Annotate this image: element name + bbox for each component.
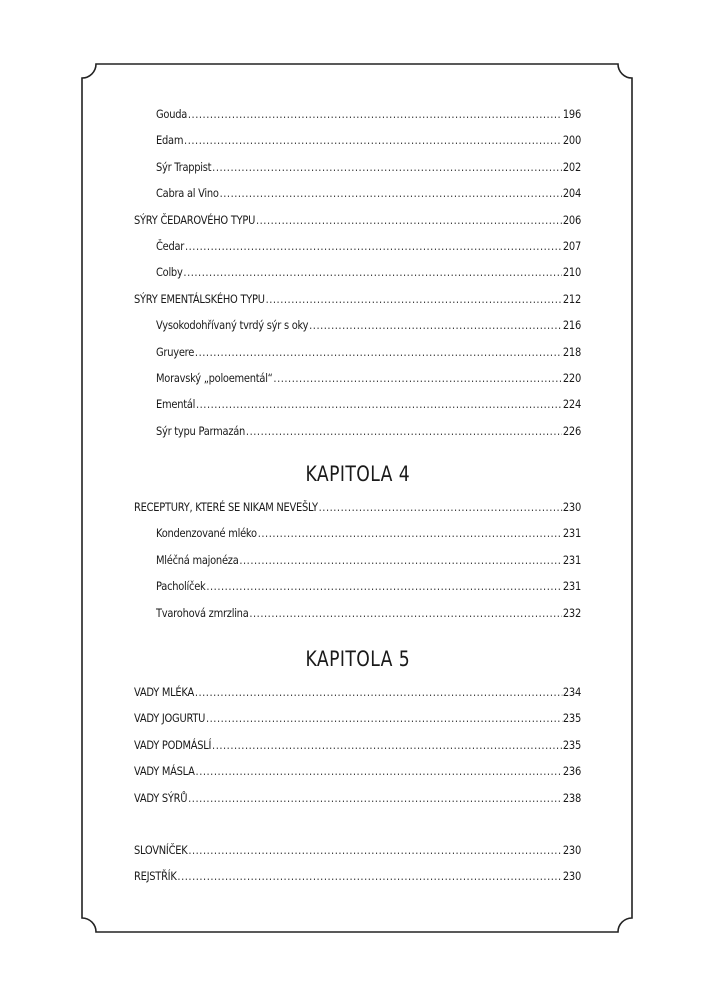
toc-entry-label: SÝRY ČEDAROVÉHO TYPU <box>134 212 256 227</box>
toc-leader-dots <box>184 133 562 147</box>
toc-page-number: 218 <box>562 344 581 359</box>
toc-entry[interactable] <box>156 265 581 283</box>
toc-page-number: 235 <box>562 737 581 752</box>
toc-entry-label: Gouda <box>156 107 188 121</box>
toc-page-number: 235 <box>562 711 581 726</box>
chapter-heading-text: KAPITOLA 4 <box>305 462 410 486</box>
toc-entry-label: Pacholíček <box>156 579 206 594</box>
toc-entry-label: REJSTŘÍK <box>134 869 177 884</box>
toc-entry-label: Cabra al Vino <box>156 186 219 201</box>
toc-leader-dots <box>188 843 562 857</box>
toc-entry[interactable] <box>156 133 581 151</box>
toc-page-number: 224 <box>562 397 581 412</box>
toc-page-number: 230 <box>562 869 581 884</box>
toc-entry-label: Gruyere <box>156 344 195 359</box>
toc-entry[interactable] <box>134 711 581 729</box>
toc-page-number: 238 <box>562 790 581 805</box>
toc-page-number: 226 <box>562 423 581 438</box>
chapter-heading-text: KAPITOLA 5 <box>305 647 410 671</box>
toc-entry-label: Edam <box>156 133 184 148</box>
toc-entry-label: VADY MLÉKA <box>134 685 194 699</box>
toc-entry-label: Čedar <box>156 239 185 253</box>
toc-leader-dots <box>256 213 562 227</box>
toc-leader-dots <box>319 500 562 514</box>
chapter-heading <box>0 647 715 671</box>
toc-entry-label: Ementál <box>156 397 196 412</box>
toc-leader-dots <box>196 397 562 411</box>
toc-leader-dots <box>188 107 562 121</box>
toc-page-number: 196 <box>562 107 581 121</box>
toc-page-number: 200 <box>562 133 581 148</box>
toc-entry-label: VADY PODMÁSLÍ <box>134 737 212 752</box>
toc-entry[interactable] <box>156 107 581 125</box>
toc-entry[interactable] <box>156 397 581 415</box>
toc-page-number: 202 <box>562 159 581 174</box>
toc-entry[interactable] <box>156 579 581 597</box>
toc-entry-label: SLOVNÍČEK <box>134 843 188 857</box>
toc-page-number: 212 <box>562 291 581 306</box>
toc-entry-label: Mléčná majonéza <box>156 552 239 567</box>
toc-leader-dots <box>309 318 562 332</box>
toc-leader-dots <box>185 239 562 253</box>
toc-page-number: 236 <box>562 764 581 779</box>
toc-leader-dots <box>196 764 562 778</box>
toc-entry-label: Kondenzované mléko <box>156 526 257 541</box>
toc-entry-label: VADY MÁSLA <box>134 764 195 779</box>
toc-leader-dots <box>195 345 562 359</box>
toc-entry[interactable] <box>134 213 581 231</box>
toc-entry-label: VADY SÝRŮ <box>134 790 188 805</box>
toc-leader-dots <box>206 711 562 725</box>
toc-page-number: 207 <box>562 239 581 253</box>
toc-entry[interactable] <box>156 318 581 336</box>
toc-entry[interactable] <box>156 371 581 389</box>
toc-leader-dots <box>212 738 562 752</box>
toc-page-number: 230 <box>562 843 581 857</box>
toc-page-number: 231 <box>562 526 581 541</box>
toc-leader-dots <box>258 526 562 540</box>
toc-entry[interactable] <box>134 791 581 809</box>
toc-entry[interactable] <box>134 738 581 756</box>
toc-entry[interactable] <box>156 606 581 624</box>
toc-leader-dots <box>177 869 562 883</box>
toc-entry[interactable] <box>156 239 581 257</box>
toc-entry[interactable] <box>134 292 581 310</box>
toc-entry[interactable] <box>134 869 581 887</box>
toc-entry[interactable] <box>134 764 581 782</box>
toc-entry-label: SÝRY EMENTÁLSKÉHO TYPU <box>134 291 265 306</box>
toc-leader-dots <box>212 160 562 174</box>
toc-entry-label: Colby <box>156 265 183 280</box>
toc-entry-label: Vysokodohřívaný tvrdý sýr s oky <box>156 318 309 333</box>
toc-entry-label: Sýr Trappist <box>156 159 212 174</box>
toc-page-number: 204 <box>562 186 581 201</box>
toc-leader-dots <box>183 265 562 279</box>
toc-entry[interactable] <box>156 424 581 442</box>
toc-entry-label: Sýr typu Parmazán <box>156 423 246 438</box>
toc-entry[interactable] <box>156 553 581 571</box>
toc-leader-dots <box>246 424 562 438</box>
toc-entry[interactable] <box>134 500 581 518</box>
toc-page-number: 231 <box>562 552 581 567</box>
toc-page-number: 210 <box>562 265 581 280</box>
toc-leader-dots <box>206 579 562 593</box>
toc-entry[interactable] <box>134 685 581 703</box>
toc-entry-label: Tvarohová zmrzlina <box>156 605 249 620</box>
toc-page-number: 232 <box>562 605 581 620</box>
toc-leader-dots <box>249 606 562 620</box>
toc-entry-label: VADY JOGURTU <box>134 711 206 726</box>
toc-entry[interactable] <box>156 186 581 204</box>
toc-leader-dots <box>220 186 562 200</box>
toc-page-number: 230 <box>562 500 581 514</box>
toc-entry-label: RECEPTURY, KTERÉ SE NIKAM NEVEŠLY <box>134 500 318 514</box>
toc-leader-dots <box>188 791 562 805</box>
toc-leader-dots <box>239 553 562 567</box>
toc-page-number: 216 <box>562 318 581 333</box>
toc-page-number: 234 <box>562 685 581 699</box>
toc-leader-dots <box>273 371 562 385</box>
toc-entry[interactable] <box>156 345 581 363</box>
toc-entry[interactable] <box>156 526 581 544</box>
toc-leader-dots <box>195 685 562 699</box>
toc-leader-dots <box>266 292 562 306</box>
toc-entry[interactable] <box>134 843 581 861</box>
chapter-heading <box>0 462 715 486</box>
toc-entry-label: Moravský „poloementál“ <box>156 371 273 385</box>
toc-entry[interactable] <box>156 160 581 178</box>
toc-page-number: 231 <box>562 579 581 594</box>
toc-page-number: 206 <box>562 212 581 227</box>
toc-page-number: 220 <box>562 371 581 385</box>
